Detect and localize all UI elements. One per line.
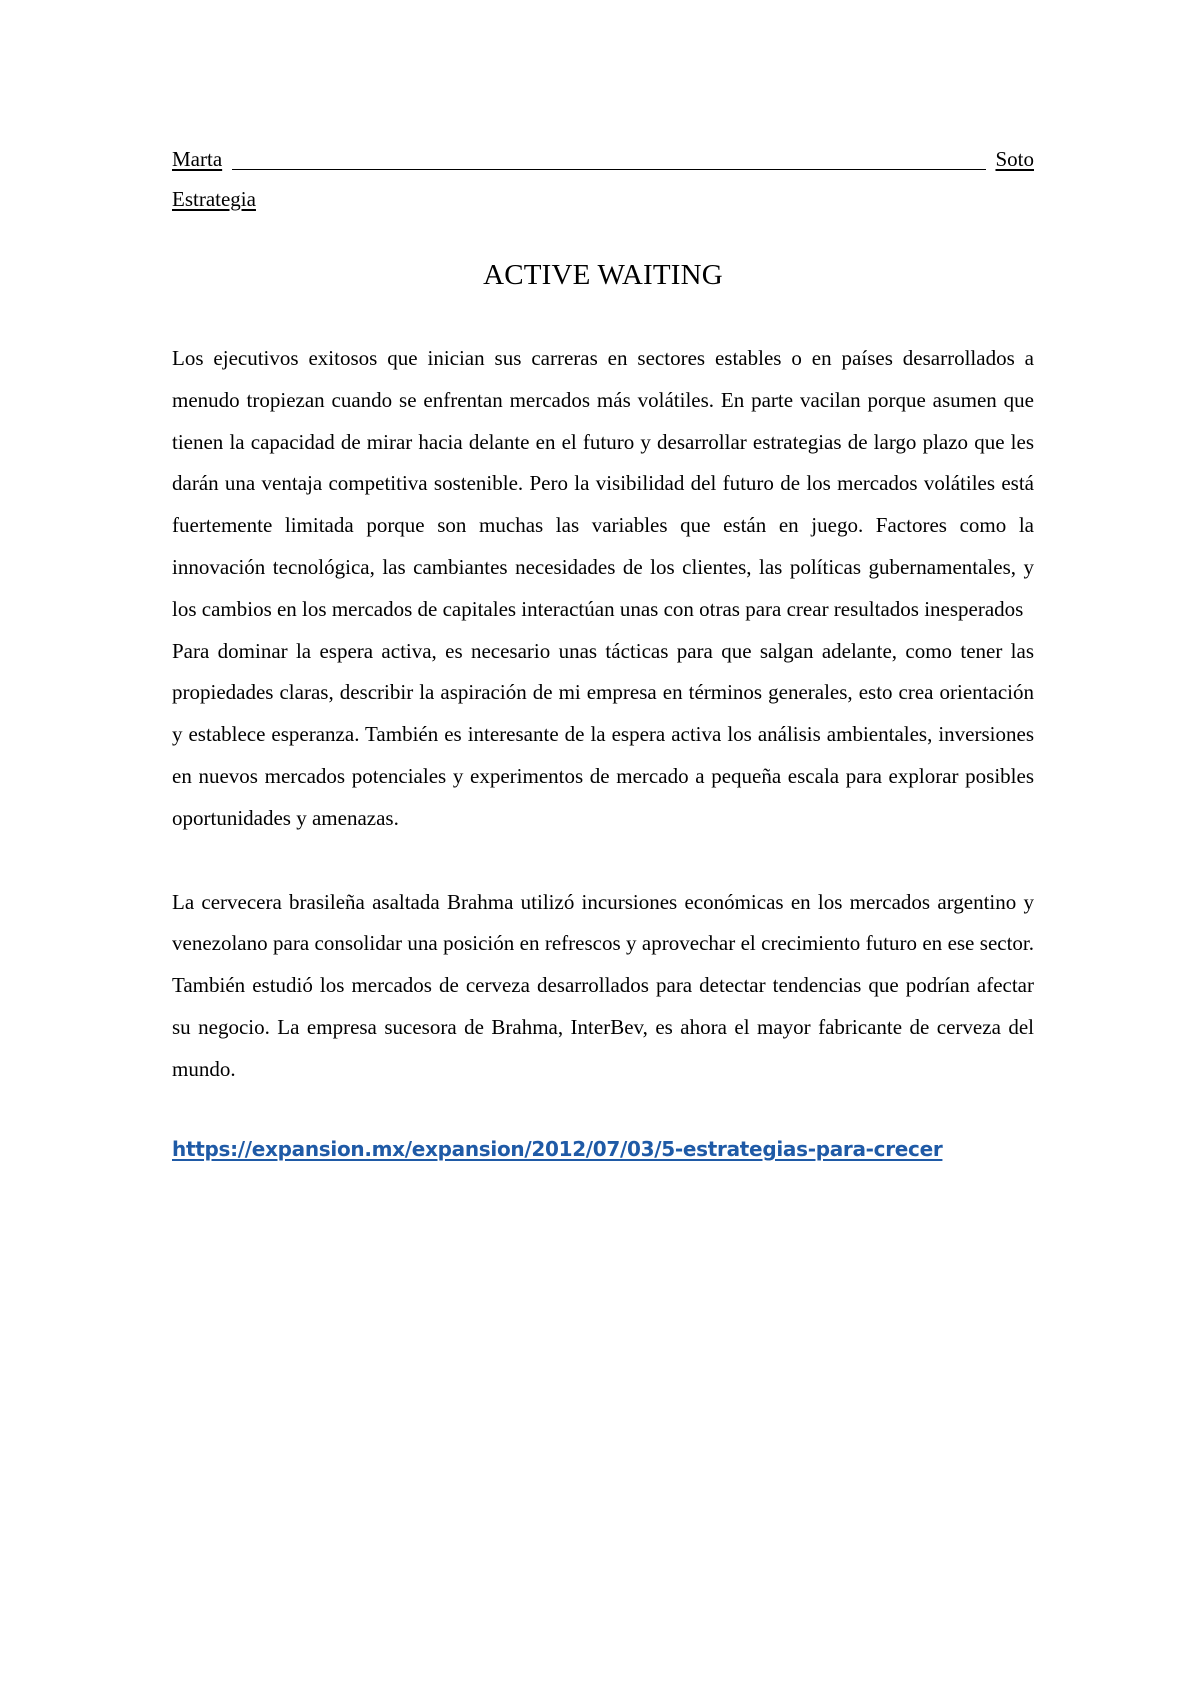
author-header xyxy=(172,143,1034,175)
paragraph-gap xyxy=(172,840,1034,882)
paragraph-intro: Los ejecutivos exitosos que inician sus carreras en sectores estables o en países desarrollados a menudo tropiezan cuando se enfrentan mercados más volátiles. En parte vacilan porque asumen que tienen la capacidad de mirar hacia delante en el futuro y desarrollar estrategias de largo plazo que les darán una ventaja competitiva sostenible. Pero la visibilidad del futuro de los mercados volátiles está fuertemente limitada porque son muchas las variables que están en juego. Factores como la innovación tecnológica, las cambiantes necesidades de los clientes, las políticas gubernamentales, y los cambios en los mercados de capitales interactúan unas con otras para crear resultados inesperados xyxy=(172,346,1034,621)
source-link[interactable]: https://expansion.mx/expansion/2012/07/03/5-estrategias-para-crecer xyxy=(172,1136,943,1161)
document-page xyxy=(172,143,1034,1161)
author-first-name: Marta xyxy=(172,147,223,171)
paragraph-brahma: La cervecera brasileña asaltada Brahma utilizó incursiones económicas en los mercados argentino y venezolano para consolidar una posición en refrescos y aprovechar el crecimiento futuro en ese sector. También estudió los mercados de cerveza desarrollados para detectar tendencias que podrían afectar su negocio. La empresa sucesora de Brahma, InterBev, es ahora el mayor fabricante de cerveza del mundo. xyxy=(172,889,1034,1081)
paragraph-tactics: Para dominar la espera activa, es necesario unas tácticas para que salgan adelante, como tener las propiedades claras, describir la aspiración de mi empresa en términos generales, esto crea orientación y establece esperanza. También es interesante de la espera activa los análisis ambientales, inversiones en nuevos mercados potenciales y experimentos de mercado a pequeña escala para explorar posibles oportunidades y amenazas. xyxy=(172,638,1034,830)
author-last-name: Soto xyxy=(995,147,1034,171)
document-title: ACTIVE WAITING xyxy=(483,259,723,291)
subject-label: Estrategia xyxy=(172,187,256,211)
